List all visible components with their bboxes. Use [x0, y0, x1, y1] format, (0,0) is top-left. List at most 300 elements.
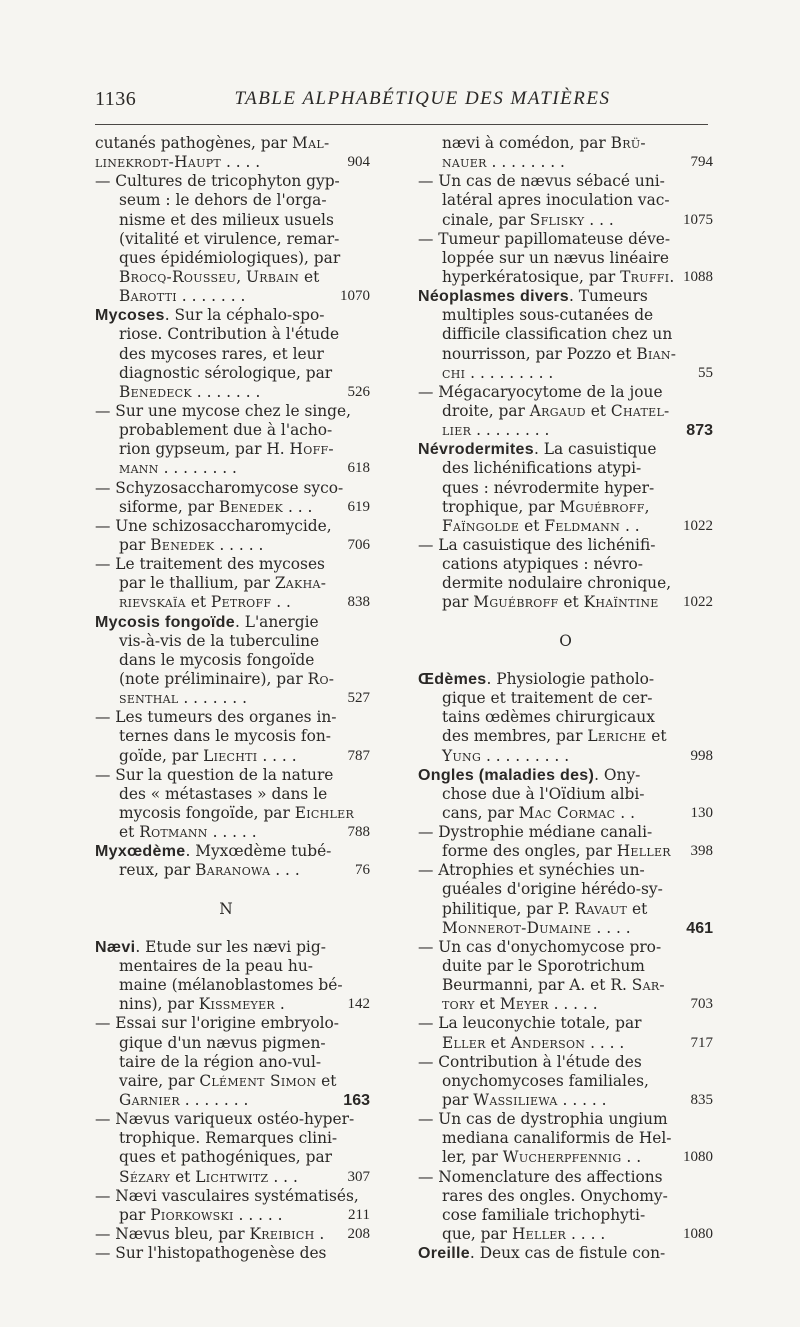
index-line	[418, 421, 713, 440]
text: . . . .	[585, 1033, 625, 1052]
text: nourrisson, par Pozzo et	[442, 344, 637, 363]
author-name: Chatel-	[610, 401, 670, 420]
author-name: chi	[442, 363, 466, 382]
index-line	[418, 766, 713, 785]
index-line	[418, 1053, 713, 1072]
index-line	[418, 957, 713, 976]
text: . . . . . . . . .	[481, 746, 570, 765]
text: taire de la région ano-vul-	[119, 1052, 322, 1071]
text: .	[314, 1225, 325, 1244]
text: par	[119, 535, 151, 554]
entry-term: Mycoses	[95, 307, 165, 325]
spacer	[95, 919, 357, 938]
running-title: TABLE ALPHABÉTIQUE DES MATIÈRES	[234, 88, 611, 109]
page-ref: 1022	[683, 594, 713, 611]
author-name: Hoff-	[289, 440, 334, 459]
page-ref: 211	[348, 1206, 370, 1223]
index-line	[95, 1072, 357, 1091]
page-ref: 527	[347, 690, 370, 707]
text: rares des ongles. Onychomy-	[442, 1186, 668, 1205]
index-line	[95, 172, 357, 191]
text: — Le traitement des mycoses	[95, 555, 325, 574]
text: mycosis fongoïde, par	[119, 803, 295, 822]
index-line	[95, 823, 370, 842]
index-line	[418, 804, 713, 823]
index-line	[95, 440, 357, 459]
index-line	[95, 708, 357, 727]
author-name: Truffi	[620, 267, 670, 286]
text: Beurmanni, par A. et R.	[442, 976, 632, 995]
index-line	[95, 1053, 357, 1072]
text: ,	[236, 267, 246, 286]
text: chose due à l'Oïdium albi-	[442, 784, 645, 803]
index-line	[418, 230, 713, 249]
index-line	[418, 536, 713, 555]
index-line	[418, 1148, 713, 1167]
text: latéral apres inoculation vac-	[442, 191, 670, 210]
text: seum : le dehors de l'orga-	[119, 191, 327, 210]
text: . . . . . . . .	[158, 459, 237, 478]
text: . . . . . . . . .	[465, 363, 554, 382]
text: — Nævi vasculaires systématisés,	[95, 1186, 359, 1205]
entry-term: Mycosis fongoïde	[95, 613, 235, 631]
author-name: Mal-	[292, 134, 330, 152]
text: . . . . .	[207, 823, 257, 842]
text: gique et traitement de cer-	[442, 689, 653, 708]
index-line	[95, 651, 357, 670]
index-line	[95, 345, 357, 364]
entry-term: Myxœdème	[95, 843, 186, 861]
index-line	[418, 191, 713, 210]
author-name: Wassiliewa	[473, 1091, 558, 1110]
author-name: Khaïntine	[583, 593, 659, 612]
index-line	[418, 459, 713, 478]
index-line	[418, 919, 713, 938]
author-name: nauer	[442, 153, 487, 172]
index-line	[95, 555, 357, 574]
text: cinale, par	[442, 210, 530, 229]
text: — Mégacaryocytome de la joue	[418, 382, 663, 401]
index-line	[95, 402, 357, 421]
text: — Atrophies et synéchies un-	[418, 861, 645, 880]
entry-term: Névrodermites	[418, 441, 534, 459]
author-name: Liechti	[203, 746, 258, 765]
text: par	[119, 1205, 151, 1224]
index-line	[95, 593, 370, 612]
index-line	[95, 1091, 370, 1110]
author-name: Benedek	[218, 497, 284, 516]
entry-term: Néoplasmes divers	[418, 288, 569, 306]
author-name: mann	[119, 459, 159, 478]
index-line	[418, 153, 713, 172]
index-line	[418, 1072, 713, 1091]
text: . Ony-	[594, 765, 641, 784]
page-ref: 307	[347, 1168, 370, 1185]
author-name: Barotti	[119, 287, 177, 306]
page-ref: 1080	[683, 1226, 713, 1243]
author-name: Heller	[616, 842, 671, 861]
text: nins), par	[119, 995, 199, 1014]
index-line	[95, 842, 357, 861]
text: cose familiale trichophyti-	[442, 1205, 646, 1224]
author-name: Sflisky	[529, 210, 585, 229]
author-name: Anderson	[510, 1033, 586, 1052]
page-ref: 526	[347, 383, 370, 400]
author-name: Sézary	[119, 1167, 171, 1186]
page-ref: 461	[686, 919, 713, 937]
index-line	[95, 249, 357, 268]
index-line	[418, 1187, 713, 1206]
page-ref: 1075	[683, 211, 713, 228]
text: — Essai sur l'origine embryolo-	[95, 1014, 340, 1033]
text: duite par le Sporotrichum	[442, 957, 645, 976]
text: — Contribution à l'étude des	[418, 1052, 642, 1071]
entry-term: Oreille	[418, 1245, 470, 1263]
index-line	[418, 708, 713, 727]
index-line	[95, 1034, 357, 1053]
text: ternes dans le mycosis fon-	[119, 727, 331, 746]
text: . . . .	[257, 746, 297, 765]
index-line	[95, 1110, 357, 1129]
page-ref: 142	[347, 996, 370, 1013]
text: — Sur la question de la nature	[95, 765, 334, 784]
index-line	[95, 727, 357, 746]
text: trophique, par	[442, 497, 560, 516]
page-ref: 873	[686, 422, 713, 440]
text: mentaires de la peau hu-	[119, 957, 313, 976]
author-name: Kissmeyer	[198, 995, 276, 1014]
text: — La casuistique des lichénifi-	[418, 535, 656, 554]
page-ref: 904	[347, 154, 370, 171]
index-line	[418, 823, 713, 842]
text: diagnostic sérologique, par	[119, 363, 333, 382]
text: — La leuconychie totale, par	[418, 1014, 642, 1033]
author-name: Ro-	[307, 669, 335, 688]
index-line	[418, 976, 713, 995]
text: . La casuistique	[533, 440, 657, 459]
index-line	[95, 746, 370, 766]
author-name: Baranowa	[195, 861, 271, 880]
page-ref: 794	[690, 154, 713, 171]
text: . .	[615, 803, 635, 822]
text: par	[442, 1091, 474, 1110]
author-name: Eller	[442, 1033, 486, 1052]
index-line	[95, 995, 370, 1014]
left-column	[95, 134, 370, 1263]
page-ref: 76	[355, 862, 370, 879]
text: . L'anergie	[234, 612, 319, 631]
text: .	[275, 995, 285, 1014]
text: et	[585, 401, 611, 420]
text: et	[558, 593, 584, 612]
index-line	[95, 382, 370, 402]
index-line	[418, 306, 713, 325]
text: ques et pathogéniques, par	[119, 1148, 332, 1167]
author-name: Brü-	[610, 134, 646, 152]
author-name: Rotmann	[139, 823, 208, 842]
index-line	[418, 440, 713, 459]
author-name: Wucherpfennig	[502, 1148, 622, 1167]
page-ref: 163	[343, 1092, 370, 1110]
index-line	[418, 1244, 713, 1263]
text: . . . . . . .	[179, 1091, 249, 1110]
page-ref: 208	[347, 1226, 370, 1243]
index-line	[95, 1014, 357, 1033]
page-header	[95, 88, 710, 118]
index-line	[418, 1129, 713, 1148]
text: et	[519, 516, 545, 535]
text: gique d'un nævus pigmen-	[119, 1033, 326, 1052]
index-line	[95, 1167, 370, 1187]
author-name: Sar-	[631, 976, 665, 995]
page-number: 1136	[95, 88, 137, 110]
text: multiples sous-cutanées de	[442, 306, 654, 325]
text: trophique. Remarques clini-	[119, 1129, 338, 1148]
page-ref: 703	[690, 996, 713, 1013]
index-line	[418, 1206, 713, 1225]
author-name: Leriche	[587, 727, 647, 746]
index-line	[95, 306, 357, 325]
text: — Nævus bleu, par	[95, 1225, 250, 1244]
index-line	[95, 421, 357, 440]
text: et	[185, 593, 211, 612]
text: dans le mycosis fongoïde	[119, 650, 315, 669]
text: ques épidémiologiques), par	[119, 248, 341, 267]
index-line	[95, 268, 357, 287]
page-ref: 130	[690, 804, 713, 821]
text: . Deux cas de fistule con-	[469, 1244, 666, 1263]
page-ref: 398	[690, 843, 713, 860]
right-column	[418, 134, 713, 1263]
text: — Un cas de nævus sébacé uni-	[418, 172, 665, 191]
text: et	[119, 823, 140, 842]
text: — Nævus variqueux ostéo-hyper-	[95, 1110, 355, 1129]
author-name: linekrodt-Haupt	[95, 153, 222, 172]
text: dermite nodulaire chronique,	[442, 574, 672, 593]
index-line	[418, 498, 713, 517]
text: — Un cas de dystrophia ungium	[418, 1110, 668, 1129]
section-letter: N	[219, 899, 233, 918]
text: et	[474, 995, 500, 1014]
index-line	[418, 689, 713, 708]
text: vis-à-vis de la tuberculine	[119, 631, 320, 650]
index-line	[418, 383, 713, 402]
index-line	[418, 1168, 713, 1187]
author-name: Garnier	[119, 1091, 180, 1110]
index-line	[418, 842, 713, 861]
index-line	[418, 785, 713, 804]
author-name: Brocq-Rousseu	[119, 267, 237, 286]
text: . Etude sur les nævi pig-	[135, 937, 326, 956]
text: des membres, par	[442, 727, 588, 746]
index-line	[95, 287, 370, 306]
text: — Schyzosaccharomycose syco-	[95, 478, 344, 497]
text: et	[170, 1167, 196, 1186]
text: . Physiologie patholo-	[486, 669, 655, 688]
page-ref: 1080	[683, 1149, 713, 1166]
index-line	[418, 325, 713, 344]
text: difficile classification chez un	[442, 325, 673, 344]
index-line	[418, 995, 713, 1014]
index-line	[418, 861, 713, 880]
text: onychomycoses familiales,	[442, 1071, 649, 1090]
text: (vitalité et virulence, remar-	[119, 229, 340, 248]
index-line	[95, 689, 370, 708]
text: par le thallium, par	[119, 574, 275, 593]
page-ref: 55	[698, 364, 713, 381]
text: . . . . . . .	[176, 287, 246, 306]
author-name: Mguébroff	[473, 593, 559, 612]
index-line	[418, 1091, 713, 1110]
text: maine (mélanoblastomes bé-	[119, 976, 343, 995]
index-line	[418, 727, 713, 746]
author-name: Clément Simon	[199, 1071, 317, 1090]
author-name: Mguébroff	[559, 497, 645, 516]
text: et	[627, 899, 648, 918]
page-ref: 706	[347, 536, 370, 553]
entry-term: Œdèmes	[418, 670, 487, 688]
entry-term: Nævi	[95, 938, 136, 956]
index-line	[418, 211, 713, 230]
index-line	[95, 613, 357, 632]
text: — Les tumeurs des organes in-	[95, 708, 337, 727]
index-line	[95, 1187, 357, 1206]
text: — Tumeur papillomateuse déve-	[418, 229, 671, 248]
text: vaire, par	[119, 1071, 200, 1090]
text: ques : névrodermite hyper-	[442, 478, 655, 497]
index-line	[418, 670, 713, 689]
index-line	[418, 402, 713, 421]
author-name: Mac Cormac	[518, 803, 616, 822]
text: forme des ongles, par	[442, 842, 617, 861]
text: — Un cas d'onychomycose pro-	[418, 937, 662, 956]
text: nævi à comédon, par	[442, 134, 611, 152]
index-line	[95, 325, 357, 344]
index-line	[418, 900, 713, 919]
text: . . . . . . .	[191, 382, 261, 401]
text: . .	[620, 516, 640, 535]
text: goïde, par	[119, 746, 204, 765]
text: . Tumeurs	[568, 287, 648, 306]
index-line	[418, 172, 713, 191]
author-name: Zakha-	[274, 574, 327, 593]
index-line	[418, 249, 713, 268]
header-rule	[95, 124, 708, 125]
index-line	[95, 211, 357, 230]
author-name: rievskaïa	[119, 593, 186, 612]
text: cans, par	[442, 803, 519, 822]
text: . . . .	[566, 1225, 606, 1244]
text: et	[316, 1071, 337, 1090]
author-name: Feldmann	[544, 516, 621, 535]
author-name: Kreibich	[249, 1225, 315, 1244]
text: . . . .	[591, 918, 631, 937]
index-line	[95, 479, 357, 498]
index-line	[95, 1244, 357, 1263]
index-line	[95, 1148, 357, 1167]
index-line	[418, 555, 713, 574]
index-line	[95, 957, 357, 976]
index-line	[418, 938, 713, 957]
author-name: Yung	[442, 746, 482, 765]
text: — Nomenclature des affections	[418, 1167, 663, 1186]
page-ref: 835	[690, 1092, 713, 1109]
page-ref: 717	[690, 1034, 713, 1051]
author-name: Urbain	[246, 267, 300, 286]
text: . . . . .	[548, 995, 598, 1014]
index-line	[95, 976, 357, 995]
text: reux, par	[119, 861, 196, 880]
text: . .	[621, 1148, 642, 1167]
author-name: lier	[442, 421, 472, 440]
index-line	[95, 938, 357, 957]
text: riose. Contribution à l'étude	[119, 325, 340, 344]
index-line	[95, 1225, 370, 1244]
text: ,	[644, 497, 650, 516]
text: que, par	[442, 1225, 512, 1244]
author-name: Lichtwitz	[195, 1167, 269, 1186]
author-name: Faïngolde	[442, 516, 520, 535]
page-ref: 788	[347, 824, 370, 841]
index-line	[418, 287, 713, 306]
author-name: tory	[442, 995, 475, 1014]
entry-term: Ongles (maladies des)	[418, 766, 595, 784]
text: siforme, par	[119, 497, 219, 516]
text: tains œdèmes chirurgicaux	[442, 708, 655, 727]
index-line	[418, 517, 713, 536]
text: . .	[271, 593, 291, 612]
index-line	[95, 574, 357, 593]
text: par	[442, 593, 474, 612]
text: — Cultures de tricophyton gyp-	[95, 172, 340, 191]
author-name: senthal	[119, 689, 179, 708]
index-line	[418, 1110, 713, 1129]
text: et	[299, 267, 320, 286]
index-line	[95, 1205, 370, 1225]
text: loppée sur un nævus linéaire	[442, 248, 669, 267]
index-line	[95, 670, 357, 689]
page-ref: 1022	[683, 517, 713, 534]
index-line	[95, 1129, 357, 1148]
index-line	[95, 230, 357, 249]
page-ref: 1088	[683, 268, 713, 285]
text: .	[669, 267, 675, 286]
text: — Une schizosaccharomycide,	[95, 516, 332, 535]
index-line	[95, 785, 357, 804]
text: . . . . .	[557, 1091, 607, 1110]
index-line	[95, 191, 357, 210]
spacer	[418, 613, 713, 632]
index-line	[95, 632, 357, 651]
text: . . . . . . . .	[486, 153, 565, 172]
index-line	[418, 134, 713, 153]
index-line	[418, 1034, 713, 1053]
text: — Sur l'histopathogenèse des	[95, 1244, 327, 1263]
index-line	[418, 593, 713, 612]
spacer	[418, 651, 713, 670]
index-line	[418, 574, 713, 593]
text: . Sur la céphalo-spo-	[164, 306, 325, 325]
index-line	[418, 1225, 713, 1244]
author-name: Benedeck	[119, 382, 192, 401]
author-name: Petroff	[210, 593, 272, 612]
section-letter: O	[559, 631, 572, 650]
index-line	[95, 535, 370, 555]
text: . . . . .	[233, 1205, 283, 1224]
author-name: Bian-	[636, 344, 677, 363]
text: . . .	[584, 210, 614, 229]
text: philitique, par P.	[442, 899, 575, 918]
